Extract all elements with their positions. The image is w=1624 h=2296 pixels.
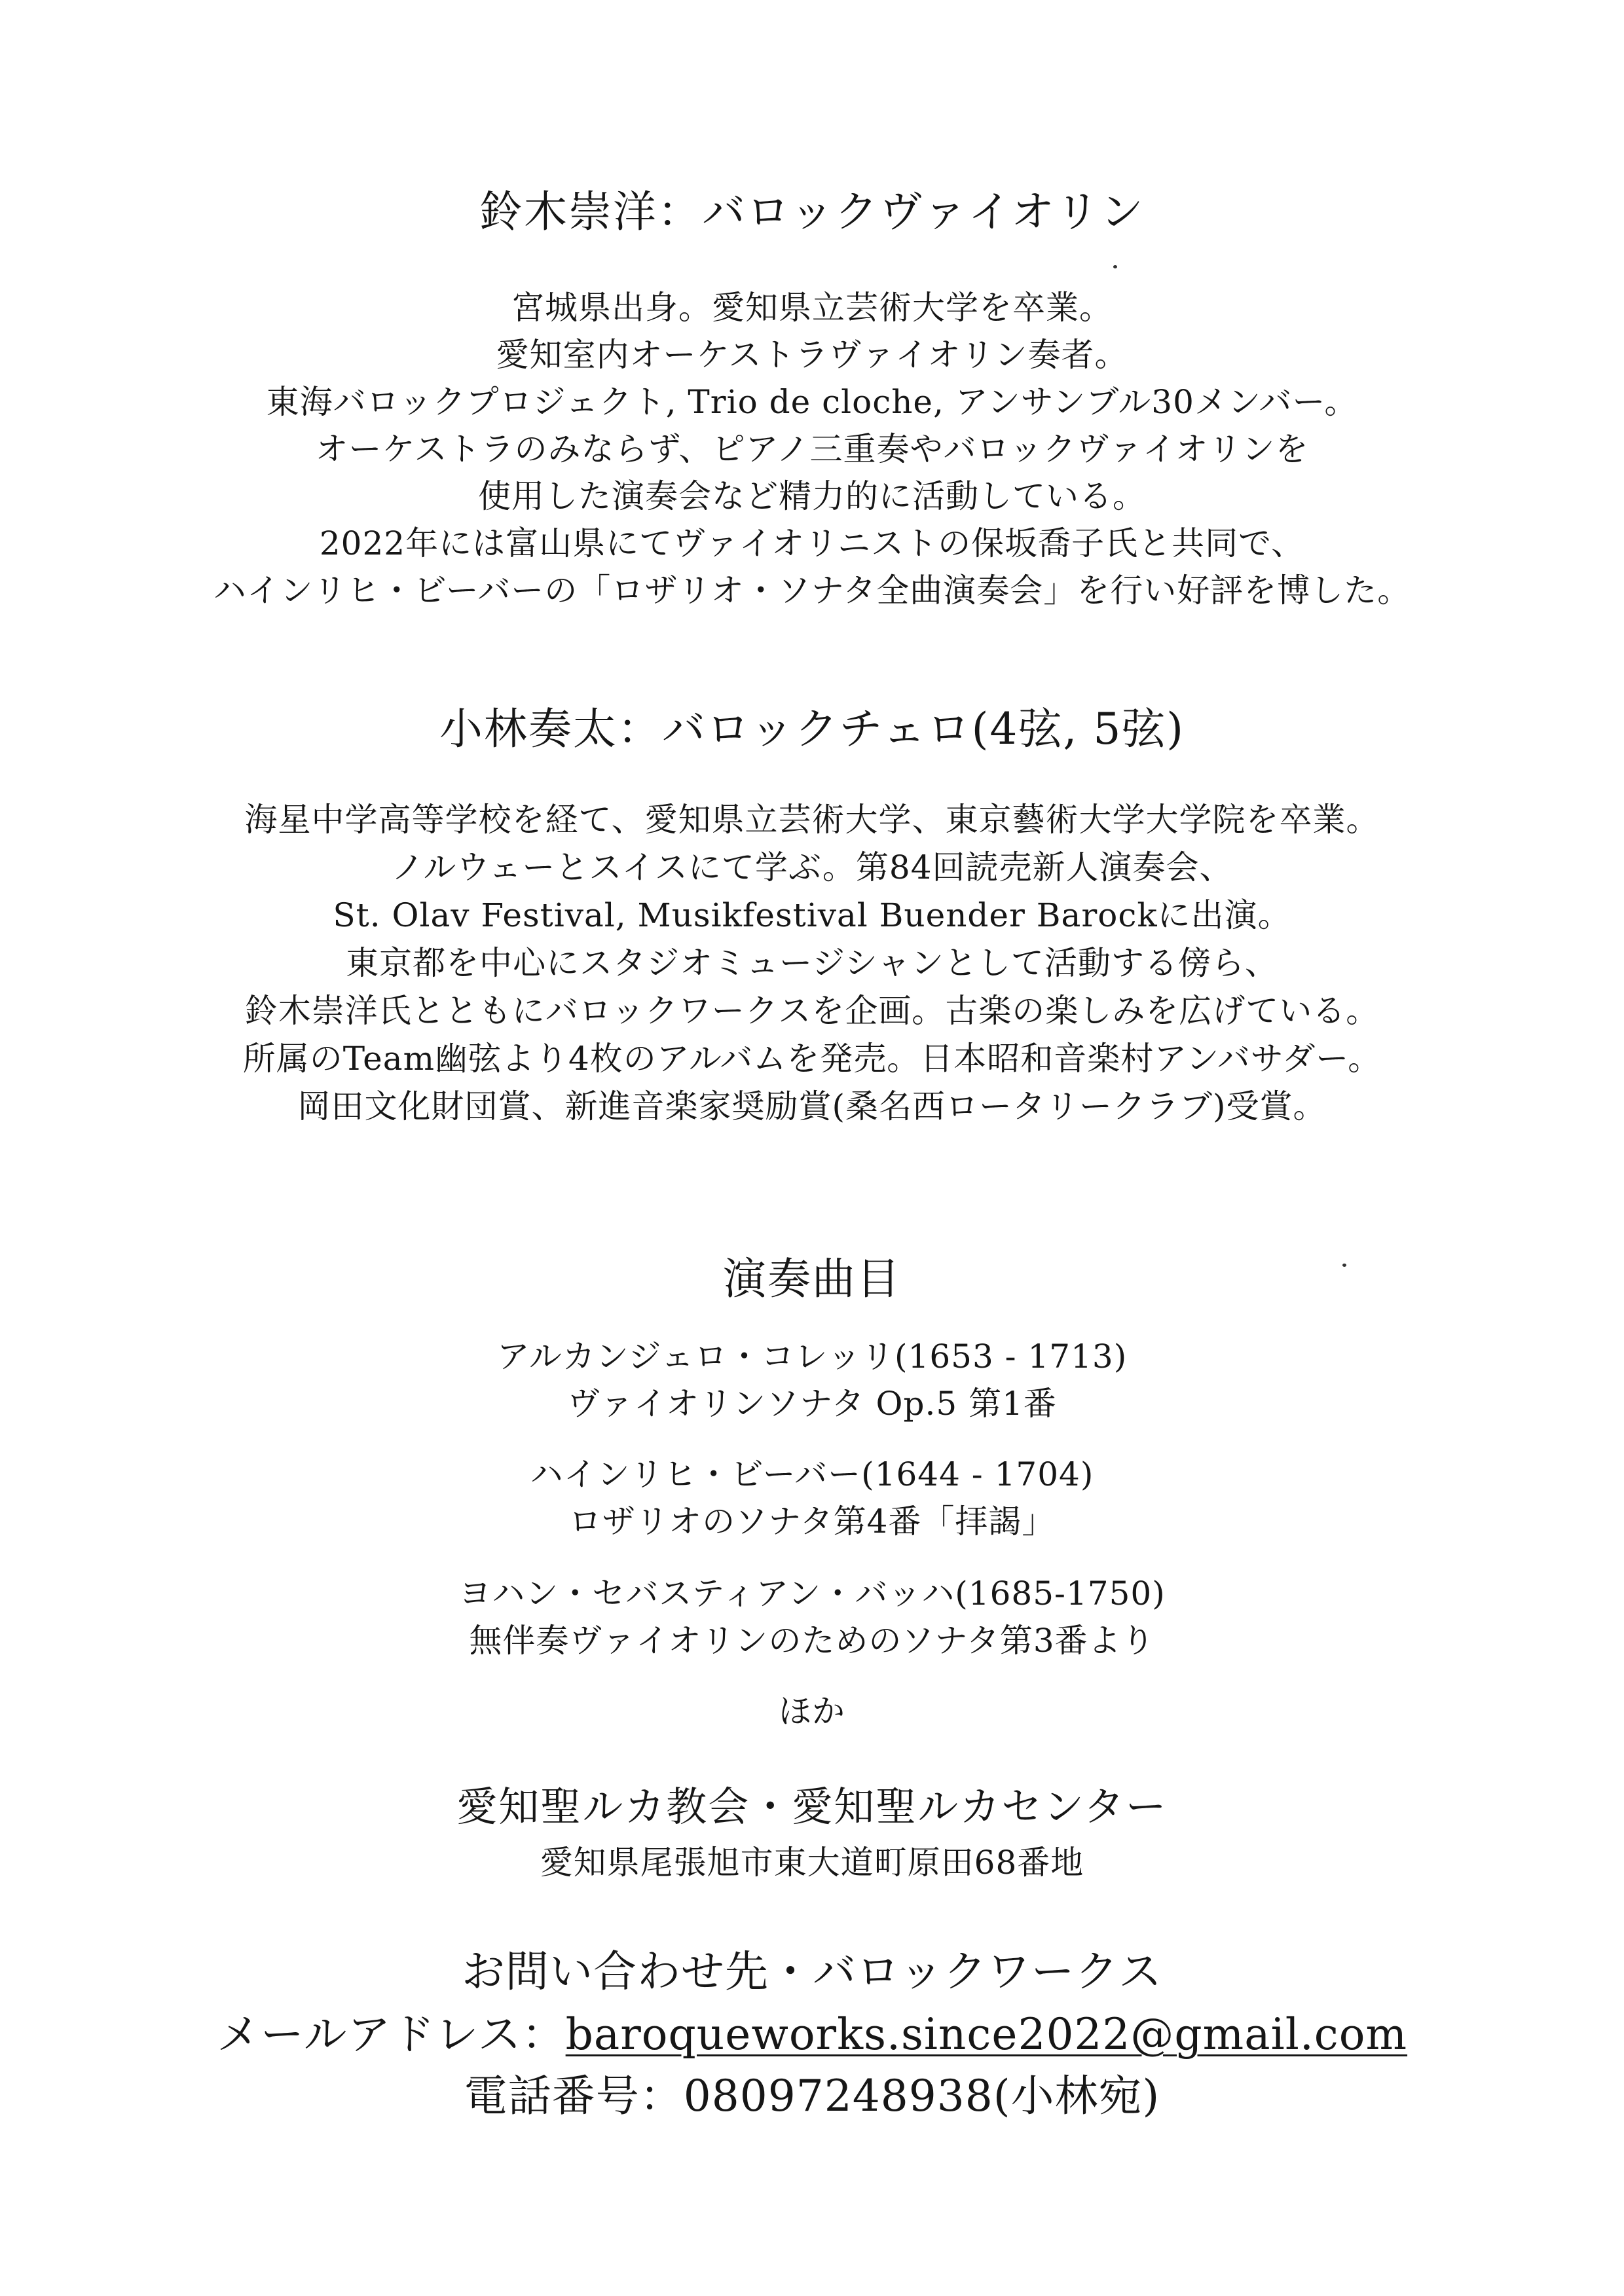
bio-line: 岡田文化財団賞、新進音楽家奨励賞(桑名西ロータリークラブ)受賞。 <box>297 1087 1327 1125</box>
bio-line: 海星中学高等学校を経て、愛知県立芸術大学、東京藝術大学大学院を卒業。 <box>244 801 1380 839</box>
bio-line: 使用した演奏会など精力的に活動している。 <box>478 477 1146 515</box>
venue-address: 愛知県尾張旭市東大道町原田68番地 <box>540 1844 1084 1882</box>
bio-line: 東京都を中心にスタジオミュージシャンとして活動する傍ら、 <box>346 944 1278 982</box>
scan-speck <box>1342 1264 1346 1267</box>
piece-title: ロザリオのソナタ第4番「拝謁」 <box>568 1503 1056 1540</box>
bio-line: 宮城県出身。愛知県立芸術大学を卒業。 <box>511 289 1113 327</box>
email-label: メールアドレス： <box>216 2009 566 2060</box>
piece-title: ヴァイオリンソナタ Op.5 第1番 <box>567 1385 1057 1423</box>
bio-line: St. Olav Festival, Musikfestival Buender Barockに出演。 <box>333 896 1291 934</box>
piece-composer: ヨハン・セバスティアン・バッハ(1685-1750) <box>458 1575 1166 1613</box>
bio-line: ノルウェーとスイスにて学ぶ。第84回読売新人演奏会、 <box>391 848 1233 886</box>
piece-composer: アルカンジェロ・コレッリ(1653 - 1713) <box>496 1338 1128 1376</box>
bio-line: 2022年には富山県にてヴァイオリニストの保坂喬子氏と共同で、 <box>319 524 1305 562</box>
contact-phone: 電話番号：08097248938(小林宛) <box>464 2071 1160 2121</box>
bio-line: 鈴木崇洋氏とともにバロックワークスを企画。古楽の楽しみを広げている。 <box>244 992 1380 1030</box>
performer-heading-kobayashi: 小林奏太：バロックチェロ(4弦, 5弦) <box>439 704 1185 754</box>
bio-line: 所属のTeam幽弦より4枚のアルバムを発売。日本昭和音楽村アンバサダー。 <box>242 1040 1382 1078</box>
contact-email-line <box>0 1999 1624 2062</box>
email-link[interactable]: baroqueworks.since2022@gmail.com <box>565 2009 1408 2060</box>
program-others: ほか <box>779 1692 845 1730</box>
piece-title: 無伴奏ヴァイオリンのためのソナタ第3番より <box>469 1622 1155 1660</box>
bio-line: ハインリヒ・ビーバーの「ロザリオ・ソナタ全曲演奏会」を行い好評を博した。 <box>213 572 1411 610</box>
piece-composer: ハインリヒ・ビーバー(1644 - 1704) <box>530 1455 1094 1493</box>
scan-speck <box>1113 265 1117 268</box>
bio-line: 愛知室内オーケストラヴァイオリン奏者。 <box>496 336 1128 374</box>
program-heading: 演奏曲目 <box>723 1254 901 1304</box>
venue-name: 愛知聖ルカ教会・愛知聖ルカセンター <box>456 1783 1168 1831</box>
contact-heading: お問い合わせ先・バロックワークス <box>461 1946 1163 1997</box>
bio-line: 東海バロックプロジェクト, Trio de cloche, アンサンブル30メンバー。 <box>266 383 1358 421</box>
performer-heading-suzuki: 鈴木崇洋：バロックヴァイオリン <box>479 187 1145 237</box>
bio-line: オーケストラのみならず、ピアノ三重奏やバロックヴァイオリンを <box>315 430 1309 468</box>
